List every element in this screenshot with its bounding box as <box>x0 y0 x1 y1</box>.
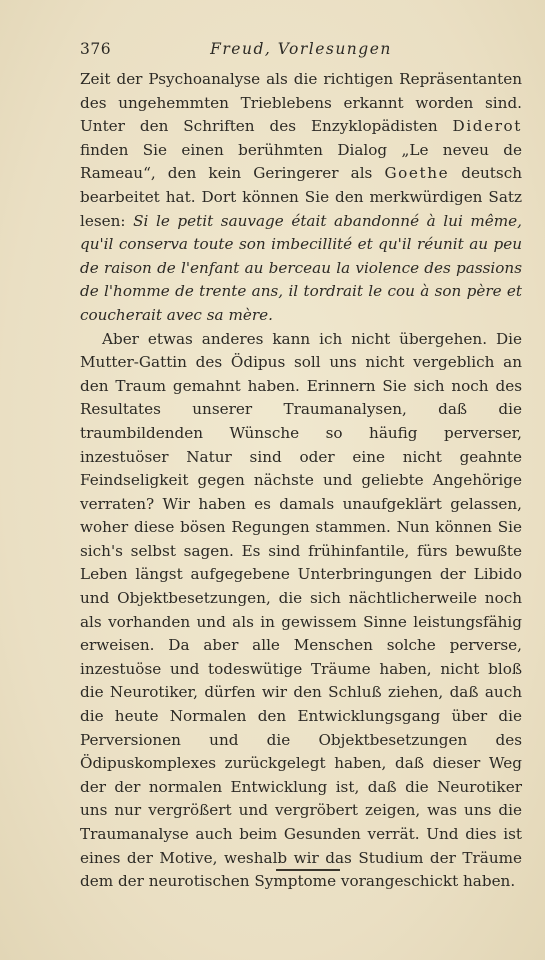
paragraph-1-text-a: Zeit der Psychoanalyse als die richtigen Repräsentanten des ungehemmten Trieblebens erkannt worden sind. Unter den Schriften des Enzyklopädisten <box>80 70 522 136</box>
paragraph-1 <box>80 68 522 328</box>
running-head: Freud, Vorlesungen <box>210 40 392 58</box>
paragraph-2: Aber etwas anderes kann ich nicht übergehen. Die Mutter-Gattin des Ödipus soll uns nicht vergeblich an den Traum gemahnt haben. Erinnern Sie sich noch des Resultates unserer Traumanalysen, daß die traumbildenden Wünsche so häufig perverser, inzestuöser Natur sind oder eine nicht geahnte Feindseligkeit gegen nächste und geliebte Angehörige verraten? Wir haben es damals unaufgeklärt gelassen, woher diese bösen Regungen stammen. Nun können Sie sich's selbst sagen. Es sind frühinfantile, fürs bewußte Leben längst aufgegebene Unterbringungen der Libido und Objektbesetzungen, die sich nächtlicherweile noch als vorhanden und als in gewissem Sinne leistungsfähig erweisen. Da aber alle Menschen solche perverse, inzestuöse und todeswütige Träume haben, nicht bloß die Neurotiker, dürfen wir den Schluß ziehen, daß auch die heute Normalen den Entwicklungsgang über die Perversionen und die Objektbesetzungen des Ödipuskomplexes zurückgelegt haben, daß dieser Weg der der normalen Entwicklung ist, daß die Neurotiker uns nur vergrößert und vergröbert zeigen, was uns die Traumanalyse auch beim Gesunden verrät. Und dies ist eines der Motive, weshalb wir das Studium der Träume dem der neurotischen Symptome vorangeschickt haben. <box>80 329 522 891</box>
french-quotation: Si le petit sauvage était abandonné à lui même, qu'il conserva toute son imbecillité et qu'il réunit au peu de raison de l'enfant au berceau la violence des passions de l'homme de trente ans, il tordrait le cou à son père et coucherait avec sa mère. <box>80 211 522 324</box>
page-header <box>80 40 522 64</box>
page-number: 376 <box>80 40 112 58</box>
paragraph-1-text-c: deutsch bearbeitet hat. Dort können Sie den merkwürdigen Satz lesen: <box>80 164 522 230</box>
paragraph-1-text-b: finden Sie einen berühmten Dialog „Le neveu de Rameau“, den kein Geringerer als <box>80 140 522 183</box>
name-goethe: Goethe <box>384 164 450 183</box>
body-text <box>80 68 522 894</box>
name-diderot: Diderot <box>452 117 522 136</box>
section-end-rule <box>276 869 340 871</box>
